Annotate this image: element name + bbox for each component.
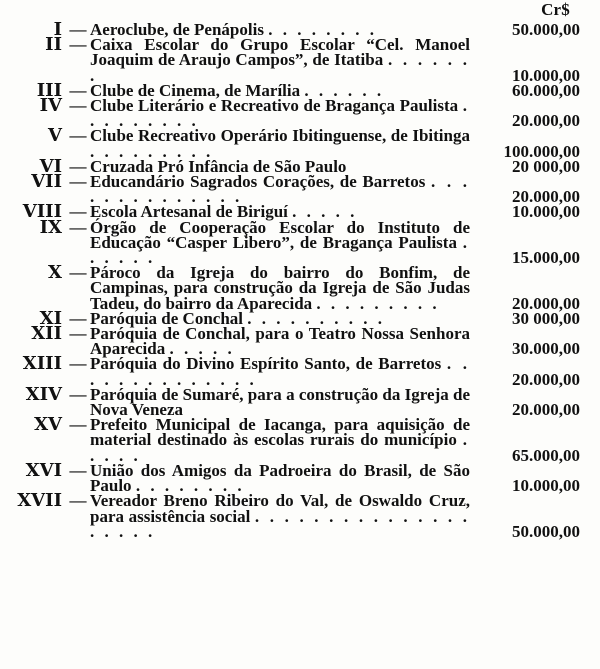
item-number: VIII: [22, 201, 62, 223]
leader-dots: . . . . . . . . .: [90, 141, 214, 161]
dash: —: [69, 20, 87, 39]
list-item: [0, 262, 592, 313]
item-amount: 65.000,00: [512, 445, 580, 465]
dash: —: [69, 384, 87, 404]
dash: —: [69, 96, 87, 116]
item-description: Escola Artesanal de Biriguí . . . . .: [90, 202, 358, 222]
list-item: [0, 216, 592, 268]
item-description: Educandário Sagrados Corações, de Barretos . . . . . . . . . . . . . .: [90, 172, 470, 207]
item-description: Paróquia de Conchal, para o Teatro Nossa Senhora Aparecida . . . . .: [90, 324, 470, 359]
item-description: Órgão de Cooperação Escolar do Instituto de Educação “Casper Libero”, de Bragança Paulista . . . . . .: [90, 217, 470, 268]
leader-dots: . . . . . . . .: [268, 20, 377, 39]
item-amount: 20.000,00: [512, 187, 580, 207]
item-description: União dos Amigos da Padroeira do Brasil, de São Paulo . . . . . . . .: [90, 460, 470, 496]
list-item: [0, 383, 592, 420]
item-number: VII: [31, 171, 62, 193]
item-amount: 60.000,00: [512, 80, 580, 100]
item-amount: 30.000,00: [512, 339, 580, 359]
item-amount: 20.000,00: [512, 111, 580, 131]
item-number: XVII: [17, 490, 62, 512]
dash: —: [69, 263, 87, 283]
item-amount: 50.000,00: [512, 20, 580, 39]
item-number: V: [48, 125, 62, 147]
leader-dots: . . . . . . . . . . . . . .: [90, 354, 470, 389]
dash: —: [69, 460, 87, 480]
leader-dots: . . . . . . .: [90, 50, 471, 85]
item-amount: 10.000,00: [512, 65, 580, 85]
item-number: X: [48, 262, 62, 284]
item-amount: 50.000,00: [512, 521, 580, 541]
list-item: [0, 353, 592, 389]
dash: —: [69, 491, 87, 511]
leader-dots: . . . . . . . . . .: [247, 308, 386, 328]
leader-dots: . . . . . .: [90, 232, 470, 268]
list-item: [0, 34, 592, 85]
list-item: [0, 490, 592, 541]
dash: —: [69, 35, 87, 55]
item-amount: 30 000,00: [512, 308, 580, 328]
item-amount: 20.000,00: [512, 400, 580, 420]
list-item: [0, 459, 592, 496]
leader-dots: . . . . . . . . . . . . . . . . . . . .: [90, 506, 471, 541]
list-item: [0, 95, 592, 131]
leader-dots: . . . . .: [292, 202, 358, 222]
item-number: XII: [31, 323, 62, 345]
item-description: Caixa Escolar do Grupo Escolar “Cel. Manoel Joaquim de Araujo Campos”, de Itatiba . . . . . . .: [90, 35, 471, 85]
dash: —: [69, 156, 87, 176]
list-item: [0, 125, 592, 161]
item-description: Aeroclube, de Penápolis . . . . . . . .: [90, 20, 377, 39]
dash: —: [69, 354, 87, 374]
dash: —: [69, 217, 87, 237]
item-amount: 10.000,00: [512, 202, 580, 222]
item-number: XIII: [22, 353, 62, 375]
item-number: XIV: [25, 383, 62, 405]
item-description: Clube Literário e Recreativo de Bragança Paulista . . . . . . . . .: [90, 96, 470, 131]
dash: —: [69, 172, 87, 192]
leader-dots: . . . . .: [90, 430, 470, 465]
item-number: IX: [39, 216, 62, 238]
item-amount: 20.000,00: [512, 369, 580, 389]
item-description: Paróquia de Conchal . . . . . . . . . .: [90, 308, 386, 328]
leader-dots: . . . . . .: [304, 80, 385, 100]
item-number: XVI: [25, 459, 62, 481]
item-number: IV: [39, 95, 62, 117]
leader-dots: . . . . . . . . . . . . . .: [90, 172, 470, 207]
dash: —: [69, 415, 87, 435]
leader-dots: . . . . .: [169, 339, 235, 359]
item-description: Pároco da Igreja do bairro do Bonfim, de Campinas, para construção da Igreja de São Judas Tadeu, do bairro da Aparecida . . . . . . . . .: [90, 263, 470, 313]
item-amount: 15.000,00: [512, 248, 580, 268]
dash: —: [69, 126, 87, 146]
list-item: [0, 323, 592, 359]
item-amount: 100.000,00: [503, 141, 580, 161]
item-number: III: [36, 79, 62, 101]
dash: —: [69, 308, 87, 328]
item-description: Clube de Cinema, de Marília . . . . . .: [90, 80, 385, 100]
dash: —: [69, 80, 87, 100]
item-number: VI: [39, 155, 62, 177]
item-amount: 20.000,00: [512, 293, 580, 313]
item-description: Paróquia do Divino Espírito Santo, de Barretos . . . . . . . . . . . . . .: [90, 354, 470, 389]
item-number: XV: [34, 414, 62, 436]
currency-header: Cr$: [541, 0, 570, 19]
item-description: Cruzada Pró Infância de São Paulo: [90, 156, 347, 176]
leader-dots: . . . . . . . . .: [90, 96, 470, 131]
item-number: II: [45, 34, 62, 56]
item-amount: 20 000,00: [512, 156, 580, 176]
dash: —: [69, 202, 87, 222]
item-description: Clube Recreativo Operário Ibitinguense, de Ibitinga . . . . . . . . .: [90, 126, 470, 161]
leader-dots: . . . . . . . .: [135, 476, 245, 496]
list-item: [0, 414, 592, 465]
item-number: I: [53, 19, 62, 40]
appropriation-list: [0, 19, 592, 541]
list-item: [0, 171, 592, 207]
dash: —: [69, 324, 87, 344]
leader-dots: . . . . . . . . .: [316, 293, 440, 313]
item-description: Paróquia de Sumaré, para a construção da Igreja de Nova Veneza: [90, 384, 470, 420]
item-amount: 10.000,00: [512, 476, 580, 496]
item-number: XI: [39, 307, 62, 329]
item-description: Prefeito Municipal de Iacanga, para aquisição de material destinado às escolas rurais do município . . . . .: [90, 415, 470, 465]
item-description: Vereador Breno Ribeiro do Val, de Oswaldo Cruz, para assistência social . . . . . . . . . . . . . . . . . . . .: [90, 491, 471, 541]
